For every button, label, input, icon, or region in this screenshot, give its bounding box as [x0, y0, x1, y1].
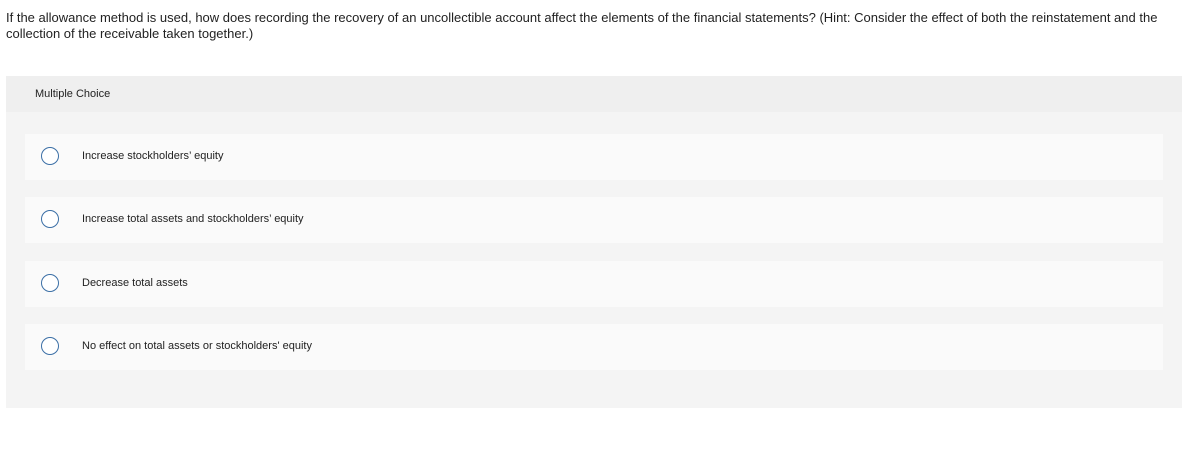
choice-option-1[interactable]: [25, 134, 1163, 180]
multiple-choice-panel: [6, 76, 1182, 408]
choice-label: Decrease total assets: [82, 277, 188, 289]
choice-label: No effect on total assets or stockholders' equity: [82, 340, 312, 352]
radio-button-icon[interactable]: [41, 147, 59, 165]
choice-option-2[interactable]: [25, 197, 1163, 243]
radio-button-icon[interactable]: [41, 337, 59, 355]
choice-option-3[interactable]: [25, 261, 1163, 307]
choice-label: Increase stockholders’ equity: [82, 150, 224, 162]
panel-header: [6, 76, 1182, 112]
radio-button-icon[interactable]: [41, 274, 59, 292]
choice-label: Increase total assets and stockholders’ equity: [82, 213, 304, 225]
radio-button-icon[interactable]: [41, 210, 59, 228]
question-type-label: Multiple Choice: [35, 88, 111, 100]
question-text: If the allowance method is used, how does recording the recovery of an uncollectible account affect the elements of the financial statements? (Hint: Consider the effect of both the reinstatement and the collection of the receivable taken together.): [6, 10, 1158, 41]
choice-option-4[interactable]: [25, 324, 1163, 370]
